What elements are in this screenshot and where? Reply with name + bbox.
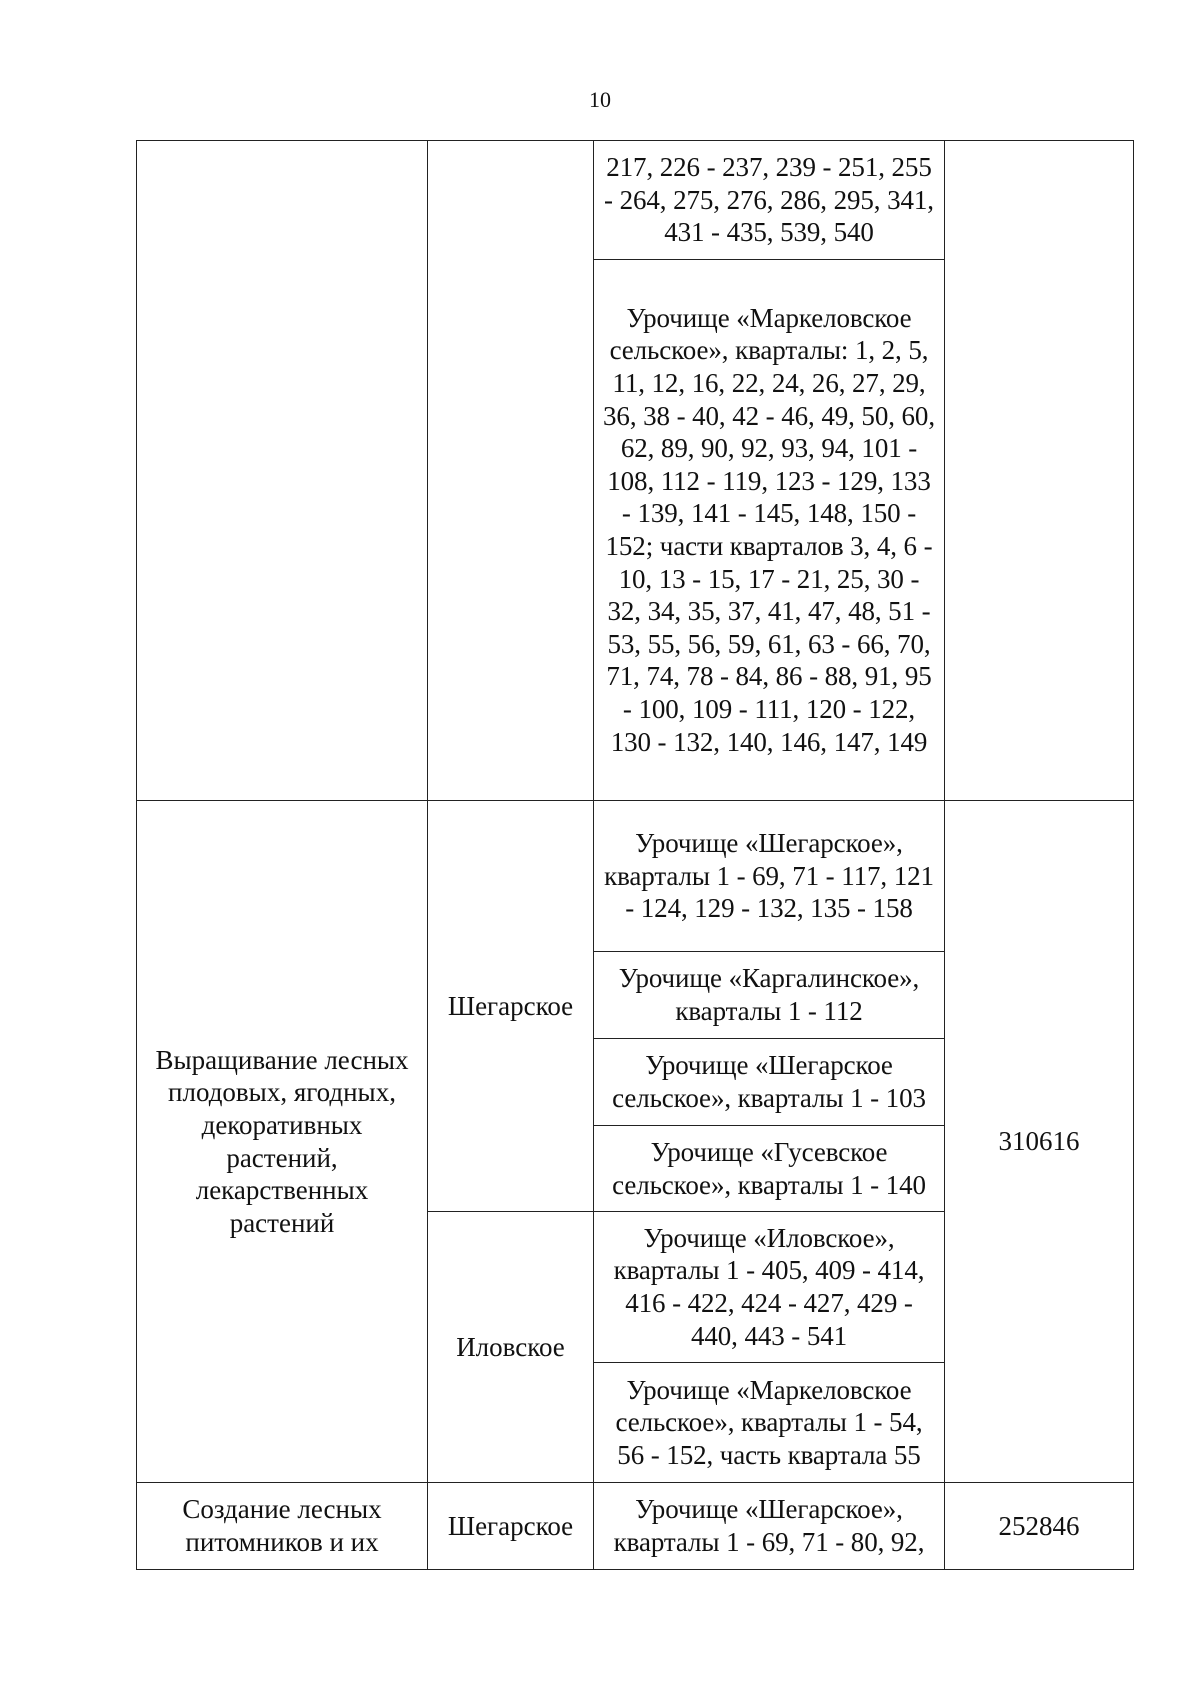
table-row <box>137 801 1134 952</box>
location-cell: Урочище «Шегарское», кварталы 1 - 69, 71 - 80, 92, <box>594 1483 945 1570</box>
location-cell: Урочище «Шегарское сельское», кварталы 1 - 103 <box>594 1039 945 1126</box>
purpose-cell: Создание лесных питомников и их <box>137 1483 428 1570</box>
location-cell: Урочище «Иловское», кварталы 1 - 405, 409 - 414, 416 - 422, 424 - 427, 429 - 440, 443 - 541 <box>594 1212 945 1363</box>
forestry-cell: Иловское <box>428 1212 594 1483</box>
land-use-table <box>136 140 1134 1570</box>
location-cell: 217, 226 - 237, 239 - 251, 255 - 264, 275, 276, 286, 295, 341, 431 - 435, 539, 540 <box>594 141 945 260</box>
location-cell: Урочище «Шегарское», кварталы 1 - 69, 71 - 117, 121 - 124, 129 - 132, 135 - 158 <box>594 801 945 952</box>
area-cell <box>945 141 1134 801</box>
table-row <box>137 141 1134 260</box>
page-number: 10 <box>589 87 611 112</box>
purpose-cell <box>137 141 428 801</box>
forestry-cell <box>428 141 594 801</box>
location-cell: Урочище «Каргалинское», кварталы 1 - 112 <box>594 952 945 1039</box>
area-cell: 252846 <box>945 1483 1134 1570</box>
area-cell: 310616 <box>945 801 1134 1483</box>
forestry-cell: Шегарское <box>428 801 594 1212</box>
purpose-cell: Выращивание лесных плодовых, ягодных, декоративных растений, лекарственных растений <box>137 801 428 1483</box>
location-cell: Урочище «Маркеловское сельское», кварталы 1 - 54, 56 - 152, часть квартала 55 <box>594 1363 945 1483</box>
table-row <box>137 1483 1134 1570</box>
location-cell: Урочище «Гусевское сельское», кварталы 1 - 140 <box>594 1126 945 1212</box>
forestry-cell: Шегарское <box>428 1483 594 1570</box>
location-cell: Урочище «Маркеловское сельское», кварталы: 1, 2, 5, 11, 12, 16, 22, 24, 26, 27, 29, 36, 38 - 40, 42 - 46, 49, 50, 60, 62, 89, 90, 92, 93, 94, 101 - 108, 112 - 119, 123 - 129, 133 - 139, 141 - 145, 148, 150 - 152; части кварталов 3, 4, 6 - 10, 13 - 15, 17 - 21, 25, 30 - 32, 34, 35, 37, 41, 47, 48, 51 - 53, 55, 56, 59, 61, 63 - 66, 70, 71, 74, 78 - 84, 86 - 88, 91, 95 - 100, 109 - 111, 120 - 122, 130 - 132, 140, 146, 147, 149 <box>594 260 945 801</box>
